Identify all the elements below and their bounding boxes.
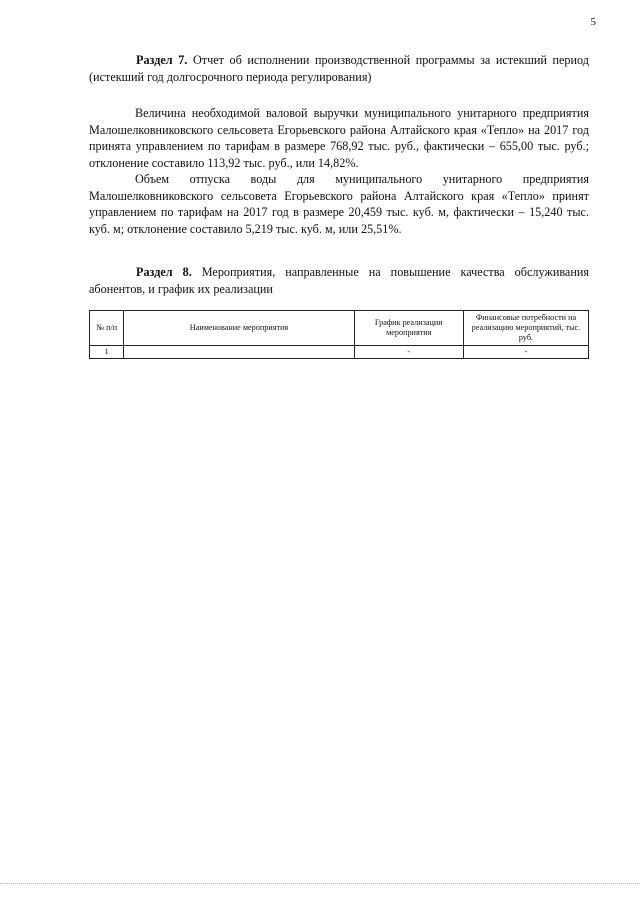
header-number: № п/п	[90, 311, 124, 346]
document-body	[89, 52, 589, 359]
header-financial-needs: Финансовые потребности на реализацию мероприятий, тыс. руб.	[463, 311, 588, 346]
section-7-label: Раздел 7.	[136, 53, 188, 67]
header-schedule: График реализации мероприятия	[354, 311, 463, 346]
section-7-paragraph-revenue: Величина необходимой валовой выручки муниципального унитарного предприятия Малошелковниковского сельсовета Егорьевского района Алтайского края «Тепло» на 2017 год принята управлением по тарифам в размере 768,92 тыс. руб., фактически – 655,00 тыс. руб.; отклонение составило 113,92 тыс. руб., или 14,82%.	[89, 106, 589, 170]
cell-measure-name	[124, 346, 354, 359]
cell-financial-needs: -	[463, 346, 588, 359]
table-row	[90, 346, 589, 359]
scan-bottom-edge	[0, 883, 640, 884]
section-7-paragraph-water-volume: Объем отпуска воды для муниципального унитарного предприятия Малошелковниковского сельсовета Егорьевского района Алтайского края «Тепло» принят управлением по тарифам на 2017 год в размере 20,459 тыс. куб. м, фактически – 15,240 тыс. куб. м; отклонение составило 5,219 тыс. куб. м, или 25,51%.	[89, 172, 589, 236]
table-header-row	[90, 311, 589, 346]
measures-table	[89, 310, 589, 359]
section-8-label: Раздел 8.	[136, 265, 192, 279]
section-8-title: Мероприятия, направленные на повышение качества обслуживания абонентов, и график их реализации	[89, 265, 589, 296]
section-7-title: Отчет об исполнении производственной программы за истекший период (истекший год долгосрочного периода регулирования)	[89, 53, 589, 84]
header-measure-name: Наименование мероприятия	[124, 311, 354, 346]
cell-number: 1	[90, 346, 124, 359]
section-8-heading	[89, 264, 589, 298]
page-number: 5	[590, 16, 596, 28]
section-7-heading	[89, 52, 589, 86]
cell-schedule: -	[354, 346, 463, 359]
